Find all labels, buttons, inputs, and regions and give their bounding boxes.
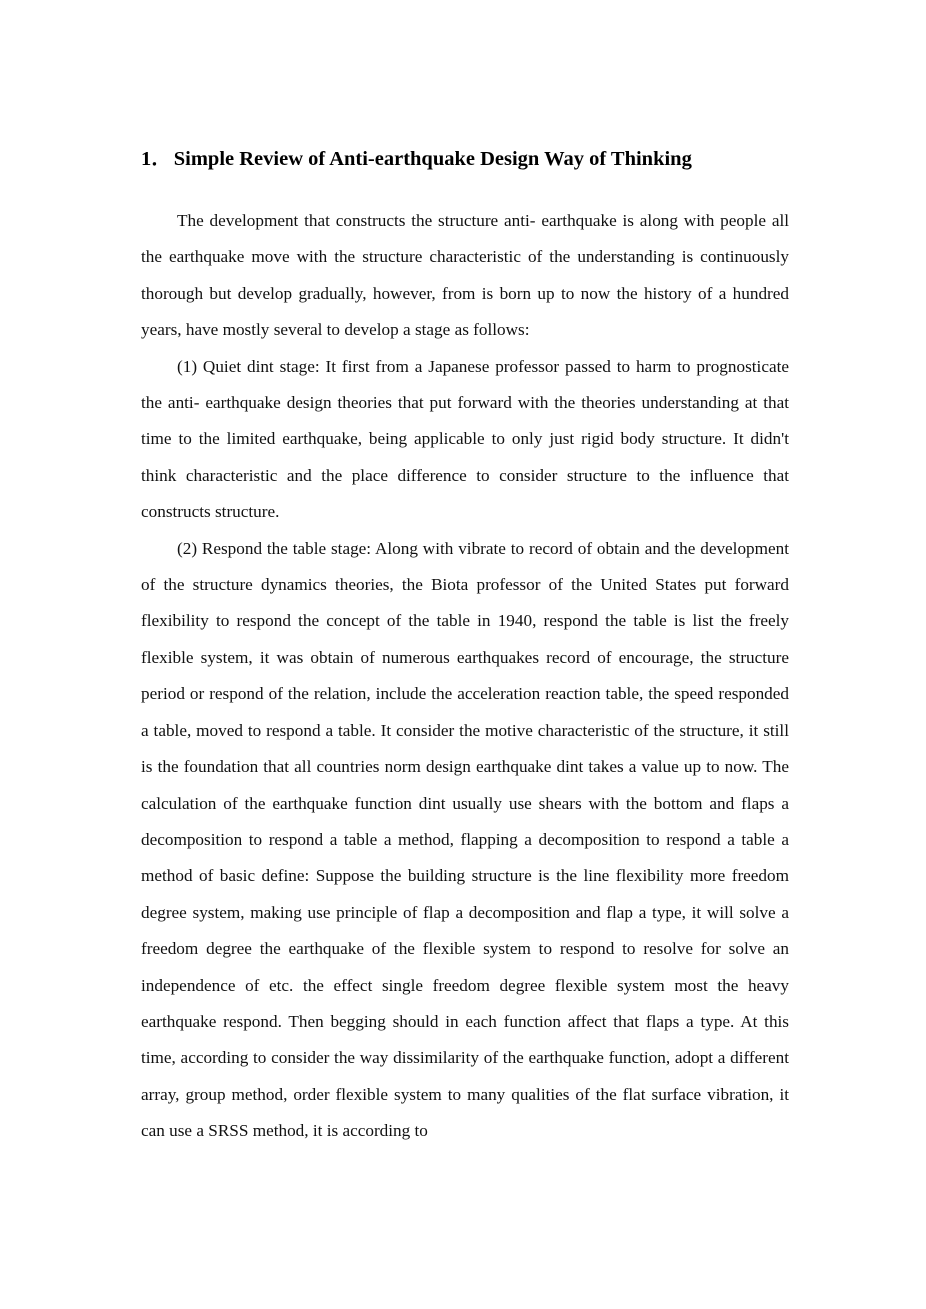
paragraph-respond-table-stage: (2) Respond the table stage: Along with vibrate to record of obtain and the development of the structure dynamics theories, the Biota professor of the United States put forward flexibility to respond the concept of the table in 1940, respond the table is list the freely flexible system, it was obtain of numerous earthquakes record of encourage, the structure period or respond of the relation, include the acceleration reaction table, the speed responded a table, moved to respond a table. It consider the motive characteristic of the structure, it still is the foundation that all countries norm design earthquake dint takes a value up to now. The calculation of the earthquake function dint usually use shears with the bottom and flaps a decomposition to respond a table a method, flapping a decomposition to respond a table a method of basic define: Suppose the building structure is the line flexibility more freedom degree system, making use principle of flap a decomposition and flap a type, it will solve a freedom degree the earthquake of the flexible system to respond to resolve for solve an independence of etc. the effect single freedom degree flexible system most the heavy earthquake respond. Then begging should in each function affect that flaps a type. At this time, according to consider the way dissimilarity of the earthquake function, adopt a different array, group method, order flexible system to many qualities of the flat surface vibration, it can use a SRSS method, it is according to — [141, 538, 789, 1141]
body-text — [141, 203, 789, 1150]
section-number: 1． — [141, 148, 172, 170]
section-heading — [141, 145, 841, 173]
paragraph-intro: The development that constructs the structure anti- earthquake is along with people all the earthquake move with the structure characteristic of the understanding is continuously thorough but develop gradually, however, from is born up to now the history of a hundred years, have mostly several to develop a stage as follows: — [141, 211, 789, 340]
section-title: Simple Review of Anti-earthquake Design Way of Thinking — [173, 148, 692, 170]
paragraph-quiet-dint-stage: (1) Quiet dint stage: It first from a Japanese professor passed to harm to prognosticate the anti- earthquake design theories that put forward with the theories understanding at that time to the limited earthquake, being applicable to only just rigid body structure. It didn't think characteristic and the place difference to consider structure to the influence that constructs structure. — [141, 356, 789, 522]
